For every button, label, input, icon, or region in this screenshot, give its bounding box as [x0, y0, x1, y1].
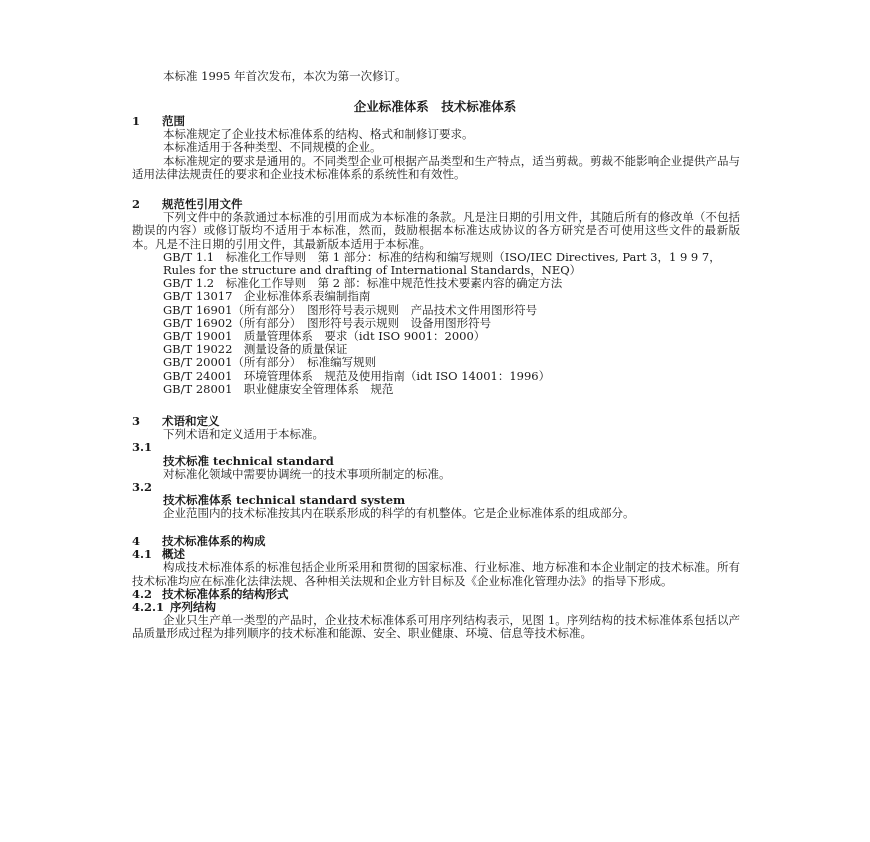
paragraph: 构成技术标准体系的标准包括企业所采用和贯彻的国家标准、行业标准、地方标准和本企业制定的技术标准。所有技术标准均应在标准化法律法规、各种相关法规和企业方针目标及《企业标准化管理办法》的指导下形成。: [132, 560, 740, 588]
section-number: 4.2: [132, 586, 153, 601]
term-definition: 对标准化领域中需要协调统一的技术事项所制定的标准。: [163, 466, 451, 481]
reference-item: GB/T 13017 企业标准体系表编制指南: [163, 289, 371, 304]
reference-item: GB/T 1.2 标准化工作导则 第 2 部：标准中规范性技术要素内容的确定方法: [163, 276, 563, 291]
preface-block: [132, 70, 740, 83]
section-title: 技术标准体系的构成: [162, 534, 266, 548]
preface-text: 本标准 1995 年首次发布，本次为第一次修订。: [163, 69, 407, 83]
paragraph: 企业只生产单一类型的产品时，企业技术标准体系可用序列结构表示，见图 1。序列结构的技术标准体系包括以产品质量形成过程为排列顺序的技术标准和能源、安全、职业健康、环境、信息等技术标准。: [132, 613, 740, 641]
paragraph: 本标准适用于各种类型、不同规模的企业。: [163, 140, 382, 155]
term-name: 技术标准体系 technical standard system: [163, 493, 406, 508]
section-1: [132, 115, 740, 181]
section-3: [132, 415, 740, 521]
reference-item: GB/T 16902（所有部分） 图形符号表示规则 设备用图形符号: [163, 315, 492, 330]
section-number: 4: [132, 534, 141, 548]
reference-item: GB/T 24001 环境管理体系 规范及使用指南（idt ISO 14001：1996）: [163, 368, 551, 383]
paragraph: 本标准规定的要求是通用的。不同类型企业可根据产品类型和生产特点，适当剪裁。剪裁不能影响企业提供产品与适用法律法规责任的要求和企业技术标准体系的系统性和有效性。: [132, 153, 740, 181]
term-name: 技术标准 technical standard: [163, 453, 334, 468]
paragraph: 下列术语和定义适用于本标准。: [163, 427, 324, 442]
section-heading: [132, 535, 740, 548]
section-number: 4.1: [132, 547, 153, 562]
reference-item: GB/T 28001 职业健康安全管理体系 规范: [163, 381, 394, 396]
reference-item: GB/T 1.1 标准化工作导则 第 1 部分：标准的结构和编写规则（ISO/IEC Directives, Part 3，1 9 9 7，Rules for the structure and drafting of International Standards，NEQ）: [163, 249, 721, 278]
paragraph: 本标准规定了企业技术标准体系的结构、格式和制修订要求。: [163, 127, 474, 142]
section-number: 1: [132, 114, 141, 128]
term-number: 3.2: [132, 480, 153, 495]
section-number: 2: [132, 197, 141, 211]
term-number: 3.1: [132, 440, 153, 455]
section-number: 4.2.1: [132, 600, 165, 615]
section-title: 概述: [162, 547, 185, 562]
subsection-heading: [132, 588, 740, 601]
section-title: 术语和定义: [162, 414, 220, 428]
section-title: 序列结构: [170, 600, 216, 615]
section-title: 范围: [162, 114, 185, 128]
section-title: 技术标准体系的结构形式: [162, 586, 289, 601]
document-title: 企业标准体系 技术标准体系: [353, 99, 517, 114]
reference-item: GB/T 19022 测量设备的质量保证: [163, 342, 348, 357]
term-definition: 企业范围内的技术标准按其内在联系形成的科学的有机整体。它是企业标准体系的组成部分。: [163, 506, 635, 521]
section-2: [132, 198, 740, 396]
paragraph: 下列文件中的条款通过本标准的引用而成为本标准的条款。凡是注日期的引用文件，其随后所有的修改单（不包括勘误的内容）或修订版均不适用于本标准，然而，鼓励根据本标准达成协议的各方研究是否可使用这些文件的最新版本。凡是不注日期的引用文件，其最新版本适用于本标准。: [132, 210, 740, 251]
section-number: 3: [132, 414, 141, 428]
section-title: 规范性引用文件: [162, 197, 243, 211]
reference-item: GB/T 19001 质量管理体系 要求（idt ISO 9001：2000）: [163, 329, 486, 344]
section-4: [132, 535, 740, 641]
reference-item: GB/T 20001（所有部分） 标准编写规则: [163, 355, 377, 370]
reference-item: GB/T 16901（所有部分） 图形符号表示规则 产品技术文件用图形符号: [163, 302, 538, 317]
